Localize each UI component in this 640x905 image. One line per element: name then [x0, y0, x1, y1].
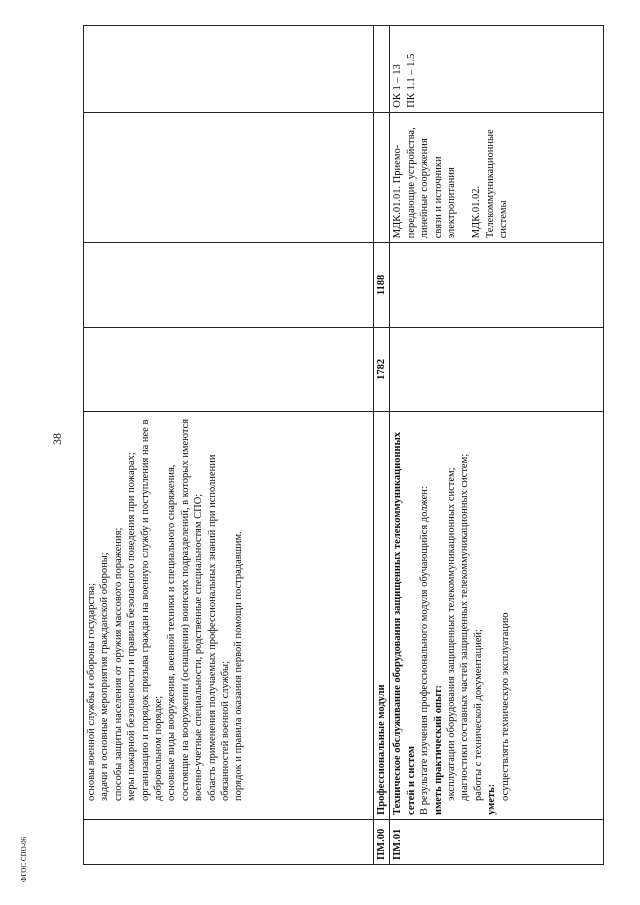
competency-item: ОК 1 – 13	[392, 64, 404, 108]
mdk-item: МДК.01.02. Телекоммуникационные системы	[471, 129, 510, 239]
total-hours-cell	[84, 327, 374, 411]
description-line: способы защиты населения от оружия массового поражения;	[112, 527, 124, 801]
required-hours-cell: 1188	[374, 243, 390, 327]
table-row	[374, 26, 390, 865]
description-line: область применения получаемых профессиональных знаний при исполнении обязанностей военной службы;	[206, 454, 232, 801]
description-line: задачи и основные мероприятия гражданской обороны;	[99, 552, 111, 801]
description-line: В результате изучения профессионального модуля обучающийся должен:	[419, 486, 431, 815]
description-line: работы с технической документацией;	[472, 629, 484, 801]
description-line: организацию и порядок призыва граждан на военную службу и поступления на нее в добровольном порядке;	[139, 419, 165, 801]
total-hours-cell: 1782	[374, 327, 390, 411]
table-row	[390, 26, 604, 865]
description-line: диагностики составных частей защищенных телекоммуникационных систем;	[459, 453, 471, 801]
description-cell	[390, 412, 604, 820]
module-code-cell: ПМ.01	[390, 819, 604, 864]
description-line: осуществлять техническую эксплуатацию	[499, 612, 511, 801]
competencies-cell	[374, 26, 390, 113]
description-line: основы военной службы и обороны государства;	[86, 583, 97, 801]
description-subheading: уметь:	[486, 783, 498, 815]
mdk-cell	[84, 112, 374, 243]
description-line: эксплуатации оборудования защищенных телекоммуникационных систем;	[446, 467, 458, 801]
mdk-cell	[374, 112, 390, 243]
mdk-cell	[390, 112, 604, 243]
description-line: основные виды вооружения, военной техники и специального снаряжения, состоящие на вооружении (оснащении) воинских подразделений, в которых имеются военно-учетные специальности, родственные специальностям СПО;	[166, 418, 205, 801]
competencies-cell	[84, 26, 374, 113]
footer-code: ФГОС СПО-06	[20, 836, 28, 882]
table-row	[84, 26, 374, 865]
description-cell	[84, 412, 374, 820]
module-code-cell: ПМ.00	[374, 819, 390, 864]
total-hours-cell	[390, 327, 604, 411]
curriculum-table	[83, 25, 603, 865]
description-subheading: иметь практический опыт:	[432, 685, 444, 815]
description-line: порядок и правила оказания первой помощи пострадавшим.	[233, 531, 245, 801]
description-line: меры пожарной безопасности и правила безопасного поведения при пожарах;	[126, 452, 138, 801]
module-title: Техническое обслуживание оборудования защищенных телекоммуникационных сетей и систем	[392, 431, 417, 815]
competency-item: ПК 1.1 – 1.5	[405, 53, 417, 108]
section-title-cell: Профессиональные модули	[374, 412, 390, 820]
page-number: 38	[50, 433, 64, 445]
required-hours-cell	[84, 243, 374, 327]
required-hours-cell	[390, 243, 604, 327]
competencies-cell	[390, 26, 604, 113]
module-code-cell	[84, 819, 374, 864]
mdk-item: МДК.01.01. Приемо-передающие устройства, линейные сооружения связи и источники электропитания	[392, 127, 458, 239]
